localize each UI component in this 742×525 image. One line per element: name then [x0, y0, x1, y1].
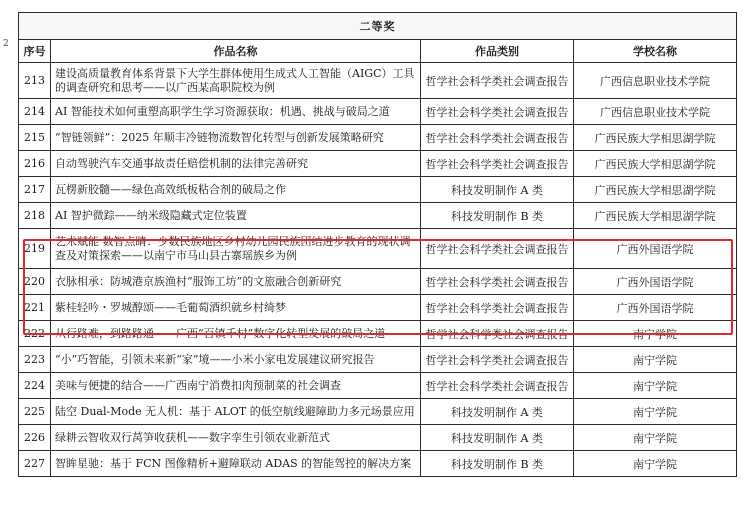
cell-name: 自动驾驶汽车交通事故责任赔偿机制的法律完善研究: [51, 151, 421, 177]
table-row: [19, 425, 737, 451]
table-row: [19, 373, 737, 399]
table-row: [19, 203, 737, 229]
margin-mark: 2: [3, 39, 9, 49]
awards-table: [18, 12, 737, 477]
cell-category: 哲学社会科学类社会调查报告: [421, 269, 574, 295]
cell-category: 哲学社会科学类社会调查报告: [421, 63, 574, 99]
cell-name: “小”巧智能，引领未来新“家”境——小米小家电发展建议研究报告: [51, 347, 421, 373]
header-seq: 序号: [19, 40, 51, 63]
cell-category: 哲学社会科学类社会调查报告: [421, 295, 574, 321]
cell-seq: 215: [19, 125, 51, 151]
cell-seq: 224: [19, 373, 51, 399]
table-row: [19, 399, 737, 425]
cell-seq: 214: [19, 99, 51, 125]
cell-name: 从行路难，到路路通——广西“百镇千村”数字化转型发展的破局之道: [51, 321, 421, 347]
table-header-row: [19, 40, 737, 63]
cell-category: 哲学社会科学类社会调查报告: [421, 125, 574, 151]
cell-category: 科技发明制作 A 类: [421, 399, 574, 425]
cell-name: 绿耕云智收双行莴笋收获机——数字孪生引领农业新范式: [51, 425, 421, 451]
header-name: 作品名称: [51, 40, 421, 63]
cell-seq: 217: [19, 177, 51, 203]
cell-school: 南宁学院: [574, 373, 737, 399]
cell-category: 科技发明制作 B 类: [421, 203, 574, 229]
cell-category: 科技发明制作 A 类: [421, 425, 574, 451]
cell-category: 哲学社会科学类社会调查报告: [421, 151, 574, 177]
cell-name: 衣脉相承：防城港京族渔村“服饰工坊”的文旅融合创新研究: [51, 269, 421, 295]
cell-name: 陆空 Dual-Mode 无人机：基于 ALOT 的低空航线避障助力多元场景应用: [51, 399, 421, 425]
cell-category: 科技发明制作 A 类: [421, 177, 574, 203]
cell-category: 哲学社会科学类社会调查报告: [421, 99, 574, 125]
cell-school: 广西民族大学相思湖学院: [574, 203, 737, 229]
cell-school: 广西民族大学相思湖学院: [574, 151, 737, 177]
cell-name: AI 智能技术如何重塑高职学生学习资源获取：机遇、挑战与破局之道: [51, 99, 421, 125]
cell-seq: 223: [19, 347, 51, 373]
cell-seq: 226: [19, 425, 51, 451]
table-row: [19, 177, 737, 203]
cell-seq: 220: [19, 269, 51, 295]
cell-category: 科技发明制作 B 类: [421, 451, 574, 477]
table-row: [19, 151, 737, 177]
cell-school: 广西外国语学院: [574, 269, 737, 295]
table-title-row: [19, 13, 737, 40]
cell-school: 南宁学院: [574, 321, 737, 347]
cell-seq: 216: [19, 151, 51, 177]
cell-school: 广西外国语学院: [574, 295, 737, 321]
cell-school: 广西信息职业技术学院: [574, 63, 737, 99]
cell-category: 哲学社会科学类社会调查报告: [421, 229, 574, 269]
cell-seq: 222: [19, 321, 51, 347]
cell-name: AI 智护微踪——纳米级隐藏式定位装置: [51, 203, 421, 229]
table-row: [19, 269, 737, 295]
cell-school: 广西民族大学相思湖学院: [574, 177, 737, 203]
cell-name: 美味与便捷的结合——广西南宁消费扣肉预制菜的社会调查: [51, 373, 421, 399]
table-row: [19, 63, 737, 99]
table-row: [19, 295, 737, 321]
cell-school: 南宁学院: [574, 451, 737, 477]
table-row: [19, 229, 737, 269]
cell-school: 广西外国语学院: [574, 229, 737, 269]
cell-name: 艺术赋能 数智点睛：少数民族地区乡村幼儿园民族团结进步教育的现状调查及对策探索——以南宁市马山县古寨瑶族乡为例: [51, 229, 421, 269]
table-row: [19, 125, 737, 151]
cell-name: 紫桂轻吟・罗城醇颂——毛葡萄酒织就乡村绮梦: [51, 295, 421, 321]
cell-school: 南宁学院: [574, 347, 737, 373]
header-school: 学校名称: [574, 40, 737, 63]
cell-seq: 221: [19, 295, 51, 321]
cell-seq: 218: [19, 203, 51, 229]
cell-name: 瓦楞新胶髓——绿色高效纸板粘合剂的破局之作: [51, 177, 421, 203]
cell-category: 哲学社会科学类社会调查报告: [421, 373, 574, 399]
cell-name: 建设高质量教育体系背景下大学生群体使用生成式人工智能（AIGC）工具的调查研究和思考——以广西某高职院校为例: [51, 63, 421, 99]
cell-seq: 225: [19, 399, 51, 425]
cell-school: 南宁学院: [574, 399, 737, 425]
table-row: [19, 99, 737, 125]
cell-seq: 227: [19, 451, 51, 477]
cell-seq: 213: [19, 63, 51, 99]
cell-school: 广西民族大学相思湖学院: [574, 125, 737, 151]
table-row: [19, 347, 737, 373]
cell-school: 广西信息职业技术学院: [574, 99, 737, 125]
table-body: [19, 63, 737, 477]
cell-category: 哲学社会科学类社会调查报告: [421, 321, 574, 347]
award-level-title: 二等奖: [19, 13, 737, 40]
header-category: 作品类别: [421, 40, 574, 63]
cell-school: 南宁学院: [574, 425, 737, 451]
table-row: [19, 321, 737, 347]
cell-category: 哲学社会科学类社会调查报告: [421, 347, 574, 373]
cell-name: “智链领鲜”：2025 年顺丰冷链物流数智化转型与创新发展策略研究: [51, 125, 421, 151]
cell-seq: 219: [19, 229, 51, 269]
table-row: [19, 451, 737, 477]
cell-name: 智眸星驰：基于 FCN 图像精析+避障联动 ADAS 的智能驾控的解决方案: [51, 451, 421, 477]
